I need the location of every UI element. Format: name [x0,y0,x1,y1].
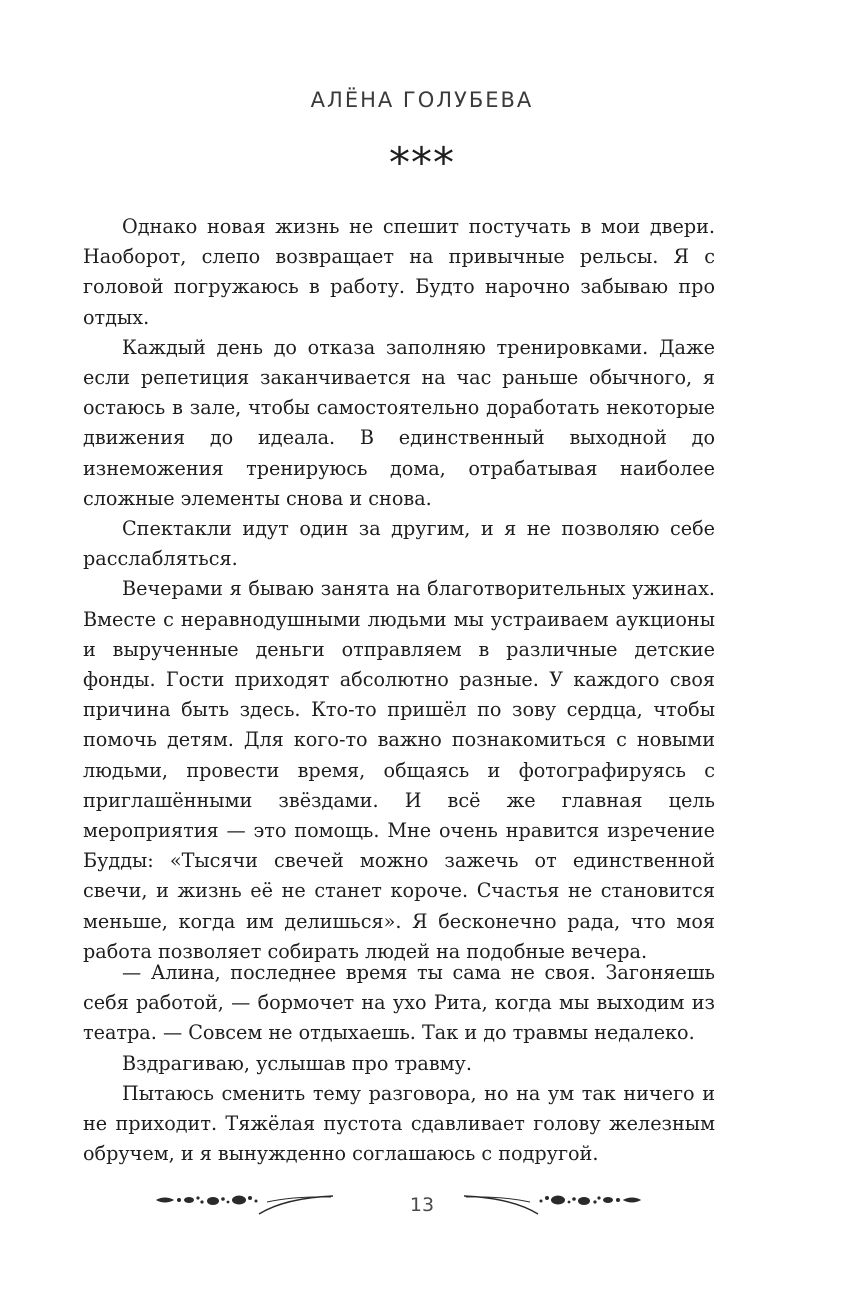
section-break-asterisks: *** [389,138,455,187]
page-footer [0,1188,844,1224]
paragraph: Вздрагиваю, услышав про травму. [122,1051,472,1075]
paragraph: — Алина, последнее время ты сама не своя. Загоняешь себя работой, — бормочет на ухо Рита, когда мы выходим из театра. — Совсем не отдыхаешь. Так и до травмы недалеко. [83,961,715,1045]
floral-ornament-right-icon [462,1190,642,1220]
paragraph: Пытаюсь сменить тему разговора, но на ум так ничего и не приходит. Тяжёлая пустота сдавливает голову железным обручем, и я вынужденно соглашаюсь с подругой. [83,1081,715,1166]
page-number: 13 [409,1194,435,1216]
paragraph: Каждый день до отказа заполняю тренировками. Даже если репетиция заканчивается на час раньше обычного, я остаюсь в зале, чтобы самостоятельно доработать некоторые движения до идеала. В единственный выходной до изнеможения тренируюсь дома, отрабатывая наиболее сложные элементы снова и снова. [83,335,715,510]
body-text-block-2 [83,958,715,1169]
body-text-block-1 [83,212,715,967]
paragraph: Вечерами я бываю занята на благотворительных ужинах. Вместе с неравнодушными людьми мы устраиваем аукционы и вырученные деньги отправляем в различные детские фонды. Гости приходят абсолютно разные. У каждого своя причина быть здесь. Кто-то пришёл по зову сердца, чтобы помочь детям. Для кого-то важно познакомиться с новыми людьми, провести время, общаясь и фотографируясь с приглашёнными звёздами. И всё же главная цель мероприятия — это помощь. Мне очень нравится изречение Будды: «Тысячи свечей можно зажечь от единственной свечи, и жизнь её не станет короче. Счастья не становится меньше, когда им делишься». Я бесконечно рада, что моя работа позволяет собирать людей на подобные вечера. [83,577,715,963]
paragraph: Однако новая жизнь не спешит постучать в мои двери. Наоборот, слепо возвращает на привычные рельсы. Я с головой погружаюсь в работу. Будто нарочно забываю про отдых. [83,215,715,329]
running-header-author: АЛЁНА ГОЛУБЕВА [310,88,534,112]
paragraph: Спектакли идут один за другим, и я не позволяю себе расслабляться. [83,517,715,571]
